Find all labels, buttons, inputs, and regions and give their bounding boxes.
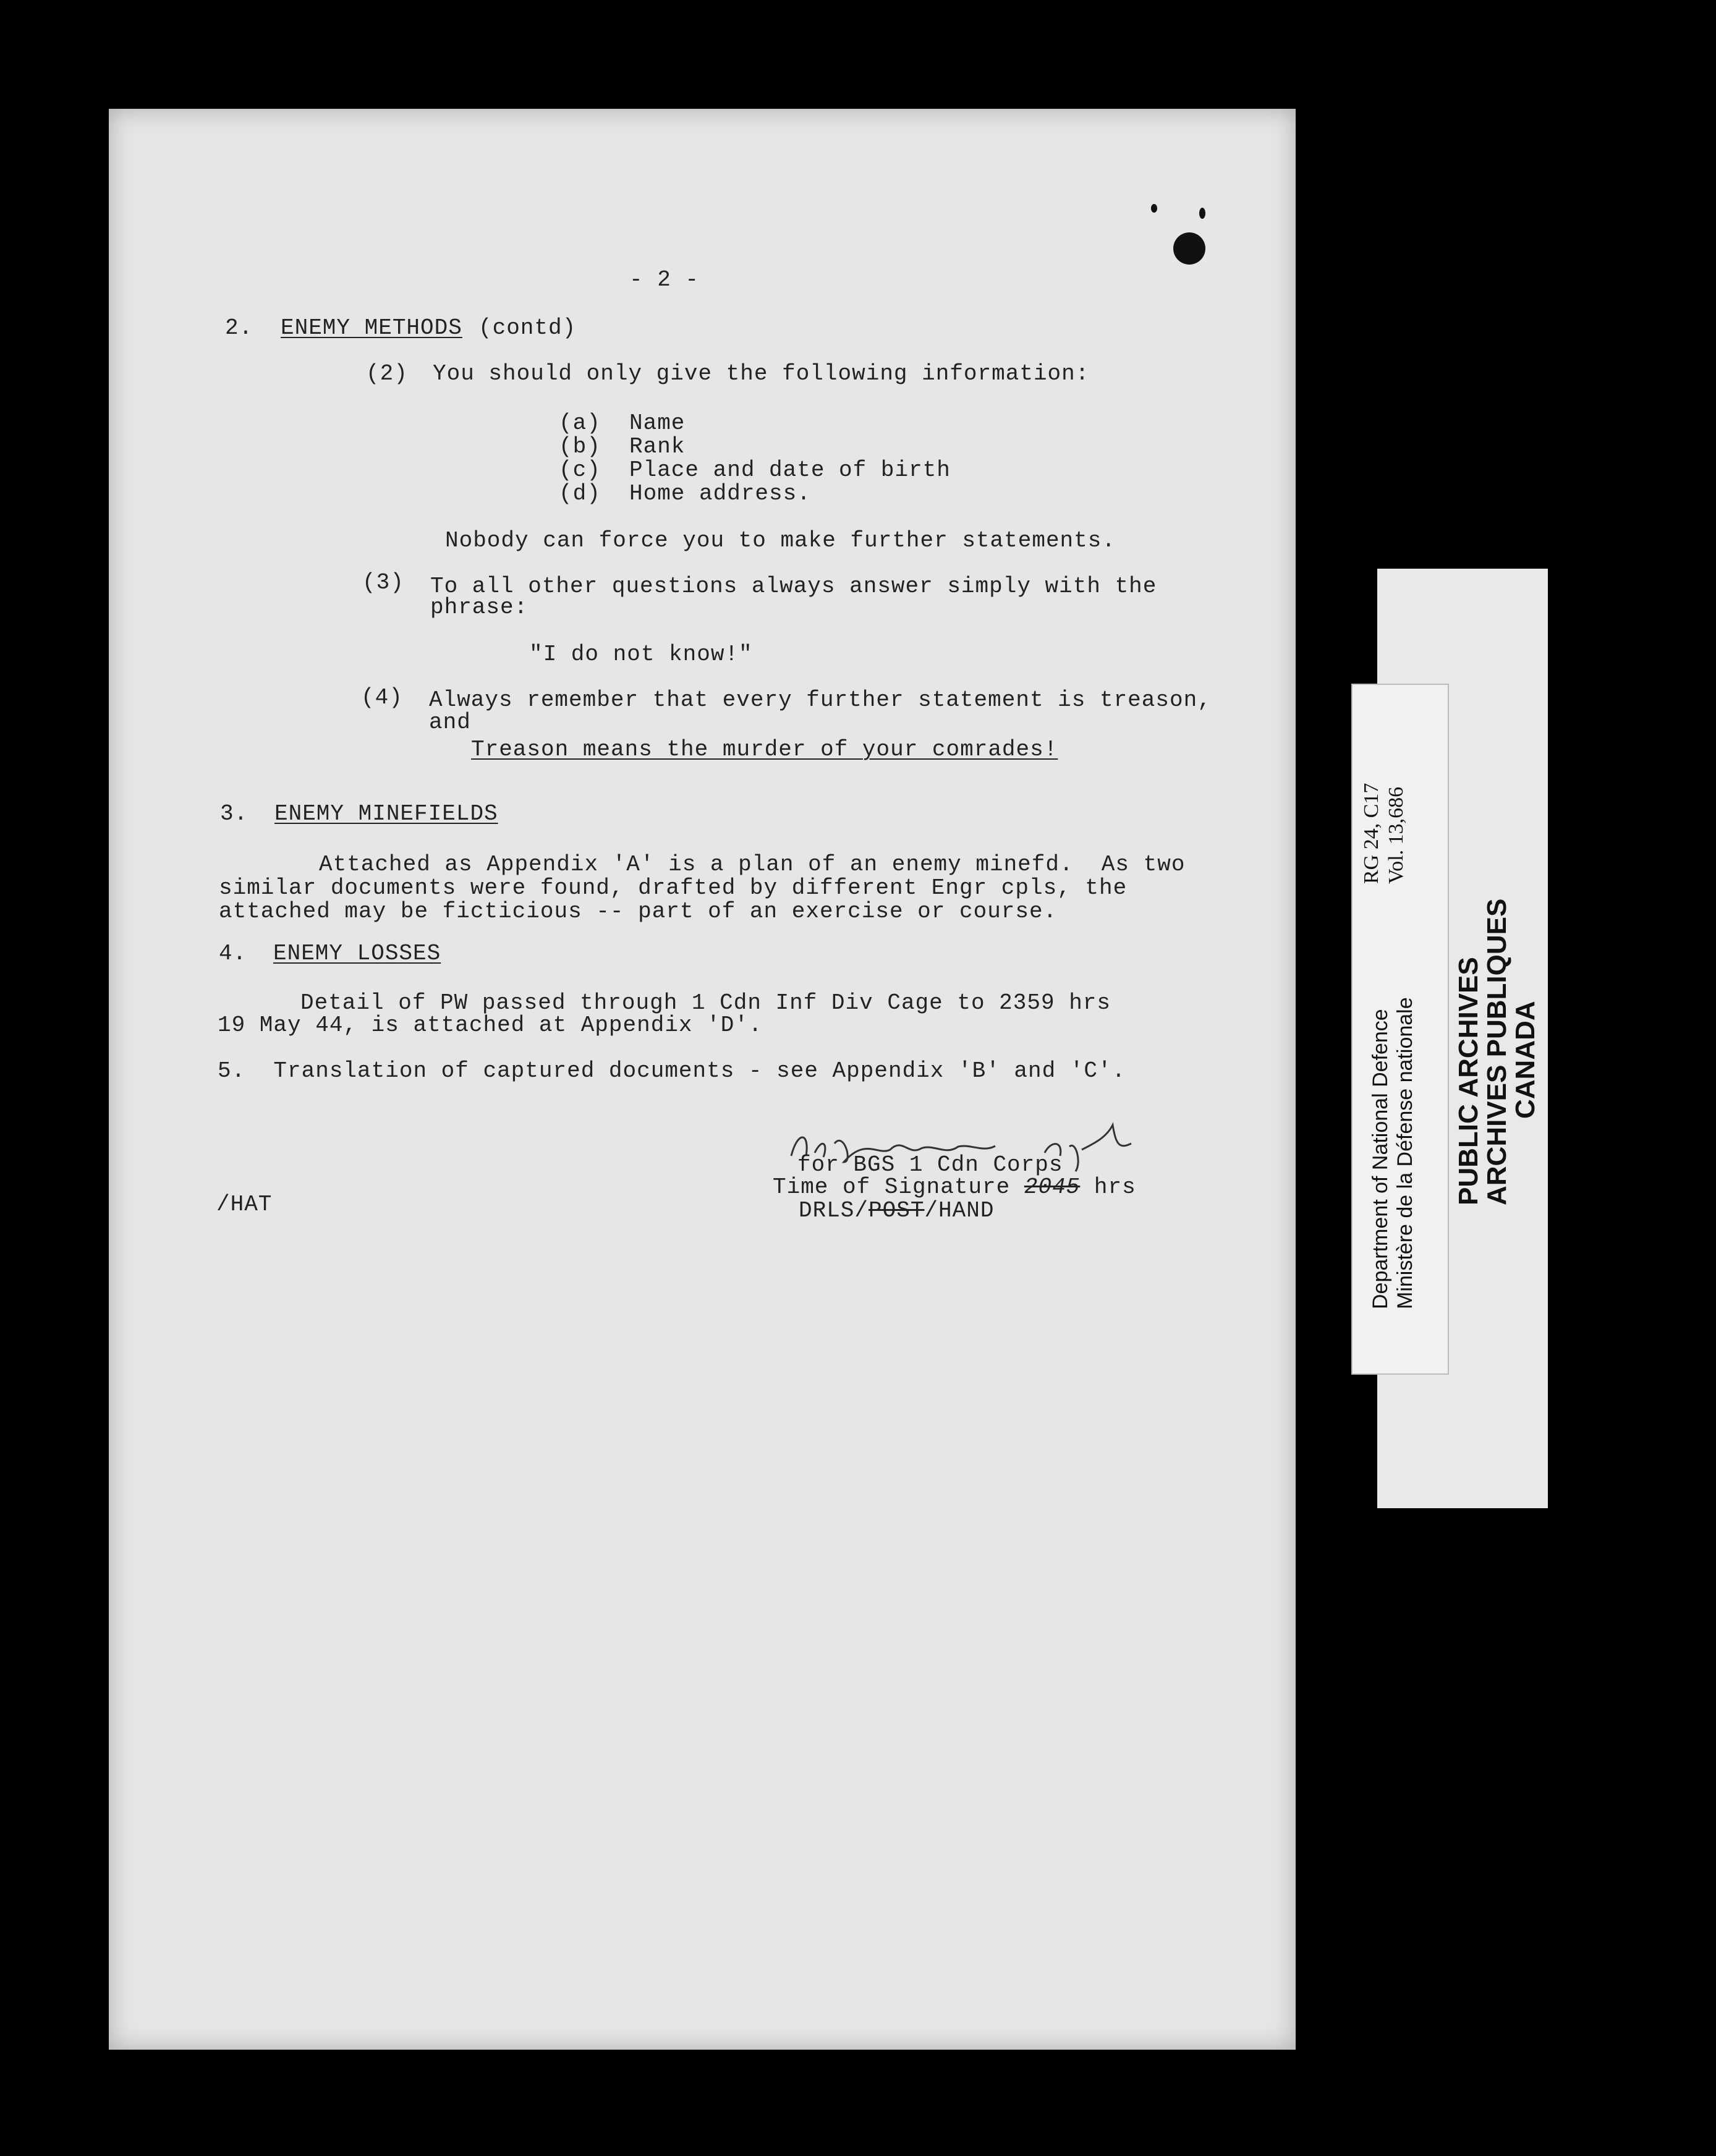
ink-blot <box>1173 232 1205 265</box>
list-letter-c: (c) <box>559 457 601 483</box>
list-letter-b: (b) <box>559 434 601 459</box>
section-3-line2: similar documents were found, drafted by different Engr cpls, the <box>219 875 1128 901</box>
archive-ref-1: RG 24, C17 <box>1360 783 1383 884</box>
quote-text: "I do not know!" <box>529 642 753 667</box>
list-letter-a: (a) <box>559 410 601 436</box>
nobody-text: Nobody can force you to make further statements. <box>445 528 1116 553</box>
section-3-line1: Attached as Appendix 'A' is a plan of an enemy minefd. As two <box>319 852 1186 877</box>
section-4-line1: Detail of PW passed through 1 Cdn Inf Div Cage to 2359 hrs <box>300 990 1111 1016</box>
archive-name-1: PUBLIC ARCHIVES <box>1453 957 1484 1205</box>
list-item-b: Rank <box>629 434 686 459</box>
item-3-line1: To all other questions always answer simply with the <box>430 574 1157 599</box>
section-5-text: 5. Translation of captured documents - see Appendix 'B' and 'C'. <box>218 1058 1126 1084</box>
dept-fr: Ministère de la Défense nationale <box>1393 997 1417 1309</box>
treason-text: Treason means the murder of your comrades! <box>471 737 1058 762</box>
list-item-a: Name <box>629 410 686 436</box>
typist-initials: /HAT <box>216 1192 273 1217</box>
list-item-d: Home address. <box>629 481 811 506</box>
section-4-number: 4. <box>219 941 247 966</box>
item-4-number: (4) <box>361 685 403 710</box>
ink-mark <box>1151 204 1157 213</box>
archive-ref-2: Vol. 13,686 <box>1385 786 1408 884</box>
signature-line-2: Time of Signature 2045 hrs <box>773 1174 1136 1200</box>
list-letter-d: (d) <box>559 481 601 506</box>
ink-mark <box>1199 208 1205 219</box>
signature-line-3: DRLS/POST/HAND <box>799 1198 995 1223</box>
section-2-number: 2. <box>225 315 253 341</box>
item-2-number: (2) <box>366 361 408 386</box>
section-4-line2: 19 May 44, is attached at Appendix 'D'. <box>218 1012 763 1038</box>
item-2-text: You should only give the following information: <box>433 361 1090 386</box>
item-3-line2: phrase: <box>430 595 529 620</box>
archive-name-2: ARCHIVES PUBLIQUES <box>1482 898 1512 1205</box>
section-2-heading: ENEMY METHODS <box>281 315 462 341</box>
list-item-c: Place and date of birth <box>629 457 951 483</box>
item-3-number: (3) <box>362 570 404 595</box>
section-3-number: 3. <box>220 801 248 826</box>
section-3-heading: ENEMY MINEFIELDS <box>274 801 498 826</box>
item-4-line1: Always remember that every further statement is treason, <box>429 687 1212 713</box>
dept-en: Department of National Defence <box>1369 1009 1392 1309</box>
page-number: - 2 - <box>629 267 700 292</box>
section-4-heading: ENEMY LOSSES <box>273 941 441 966</box>
archive-name-3: CANADA <box>1510 1001 1540 1119</box>
section-3-line3: attached may be ficticious -- part of an exercise or course. <box>219 899 1058 924</box>
item-4-line2: and <box>429 710 471 735</box>
signature-line-1: for BGS 1 Cdn Corps <box>797 1152 1063 1178</box>
section-2-heading-suffix: (contd) <box>478 315 577 341</box>
